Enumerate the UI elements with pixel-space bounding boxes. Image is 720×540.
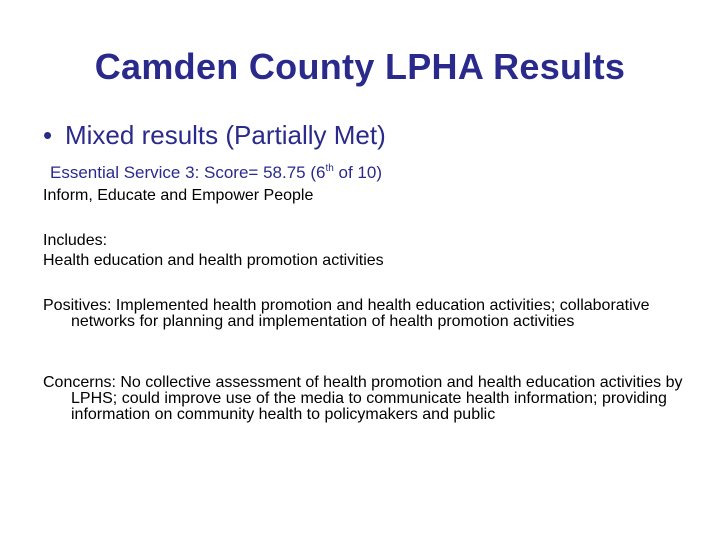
bullet-dot-icon: •	[43, 120, 53, 150]
slide-title: Camden County LPHA Results	[94, 46, 626, 87]
bullet-text: Mixed results (Partially Met)	[65, 120, 386, 150]
includes-label: Includes:	[43, 232, 108, 249]
service-prefix: Essential Service 3: Score= 58.75 (6	[50, 163, 326, 182]
positives-block	[43, 298, 683, 330]
service-ordinal-suffix: th	[325, 163, 334, 174]
inform-line: Inform, Educate and Empower People	[43, 187, 314, 204]
concerns-block	[43, 375, 683, 423]
concerns-text: Concerns: No collective assessment of health promotion and health education activities by LPHS; could improve use of the media to communicate health information; providing information on community health to policymakers and public	[43, 374, 683, 423]
essential-service-score	[50, 163, 382, 183]
includes-text: Health education and health promotion activities	[43, 252, 384, 269]
bullet-mixed-results	[43, 120, 386, 151]
service-suffix: of 10)	[333, 163, 382, 182]
positives-text: Positives: Implemented health promotion and health education activities; collaborative networks for planning and implementation of health promotion activities	[43, 297, 650, 330]
